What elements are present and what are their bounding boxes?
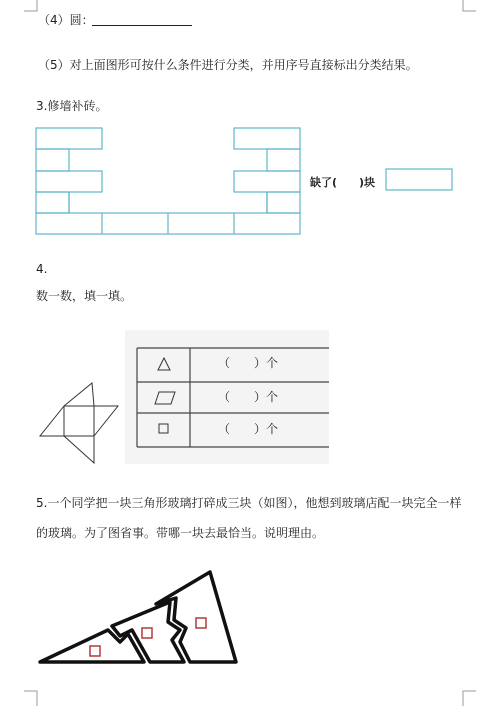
sample-brick bbox=[385, 168, 455, 192]
brick bbox=[36, 171, 102, 192]
brick bbox=[36, 128, 102, 149]
corner-mark-bottom-left bbox=[24, 690, 38, 706]
missing-bricks-label: 缺了( )块 bbox=[310, 176, 376, 189]
q4-circle-label: （4）圆： bbox=[38, 13, 94, 27]
section4-number: 4. bbox=[36, 262, 48, 276]
corner-mark-bottom-right bbox=[462, 690, 476, 706]
table-row-answer[interactable]: （ ）个 bbox=[218, 356, 279, 370]
table-row-answer[interactable]: （ ）个 bbox=[218, 390, 279, 404]
table-row-answer[interactable]: （ ）个 bbox=[218, 422, 279, 436]
star-shape-figure bbox=[34, 380, 124, 466]
brick-wall-diagram bbox=[34, 126, 302, 236]
square-icon bbox=[159, 424, 168, 433]
section3-title: 3.修墙补砖。 bbox=[36, 99, 108, 113]
corner-mark-top-left bbox=[24, 0, 38, 12]
q4-circle-answer-blank[interactable] bbox=[92, 25, 192, 26]
brick bbox=[36, 149, 69, 171]
section5-line1: 5.一个同学把一块三角形玻璃打碎成三块（如图），他想到玻璃店配一块完全一样 bbox=[36, 496, 462, 510]
brick bbox=[267, 192, 300, 213]
brick bbox=[267, 149, 300, 171]
corner-mark-top-right bbox=[462, 0, 476, 12]
parallelogram-icon bbox=[155, 392, 175, 404]
q5-classify-text: （5）对上面图形可按什么条件进行分类，并用序号直接标出分类结果。 bbox=[38, 58, 418, 72]
brick bbox=[234, 171, 300, 192]
section4-instruction: 数一数，填一填。 bbox=[36, 289, 133, 303]
triangle-icon bbox=[158, 358, 170, 370]
broken-glass-figure bbox=[36, 568, 240, 666]
brick bbox=[234, 128, 300, 149]
brick bbox=[36, 192, 69, 213]
section5-line2: 的玻璃。为了图省事。带哪一块去最恰当。说明理由。 bbox=[36, 526, 325, 540]
